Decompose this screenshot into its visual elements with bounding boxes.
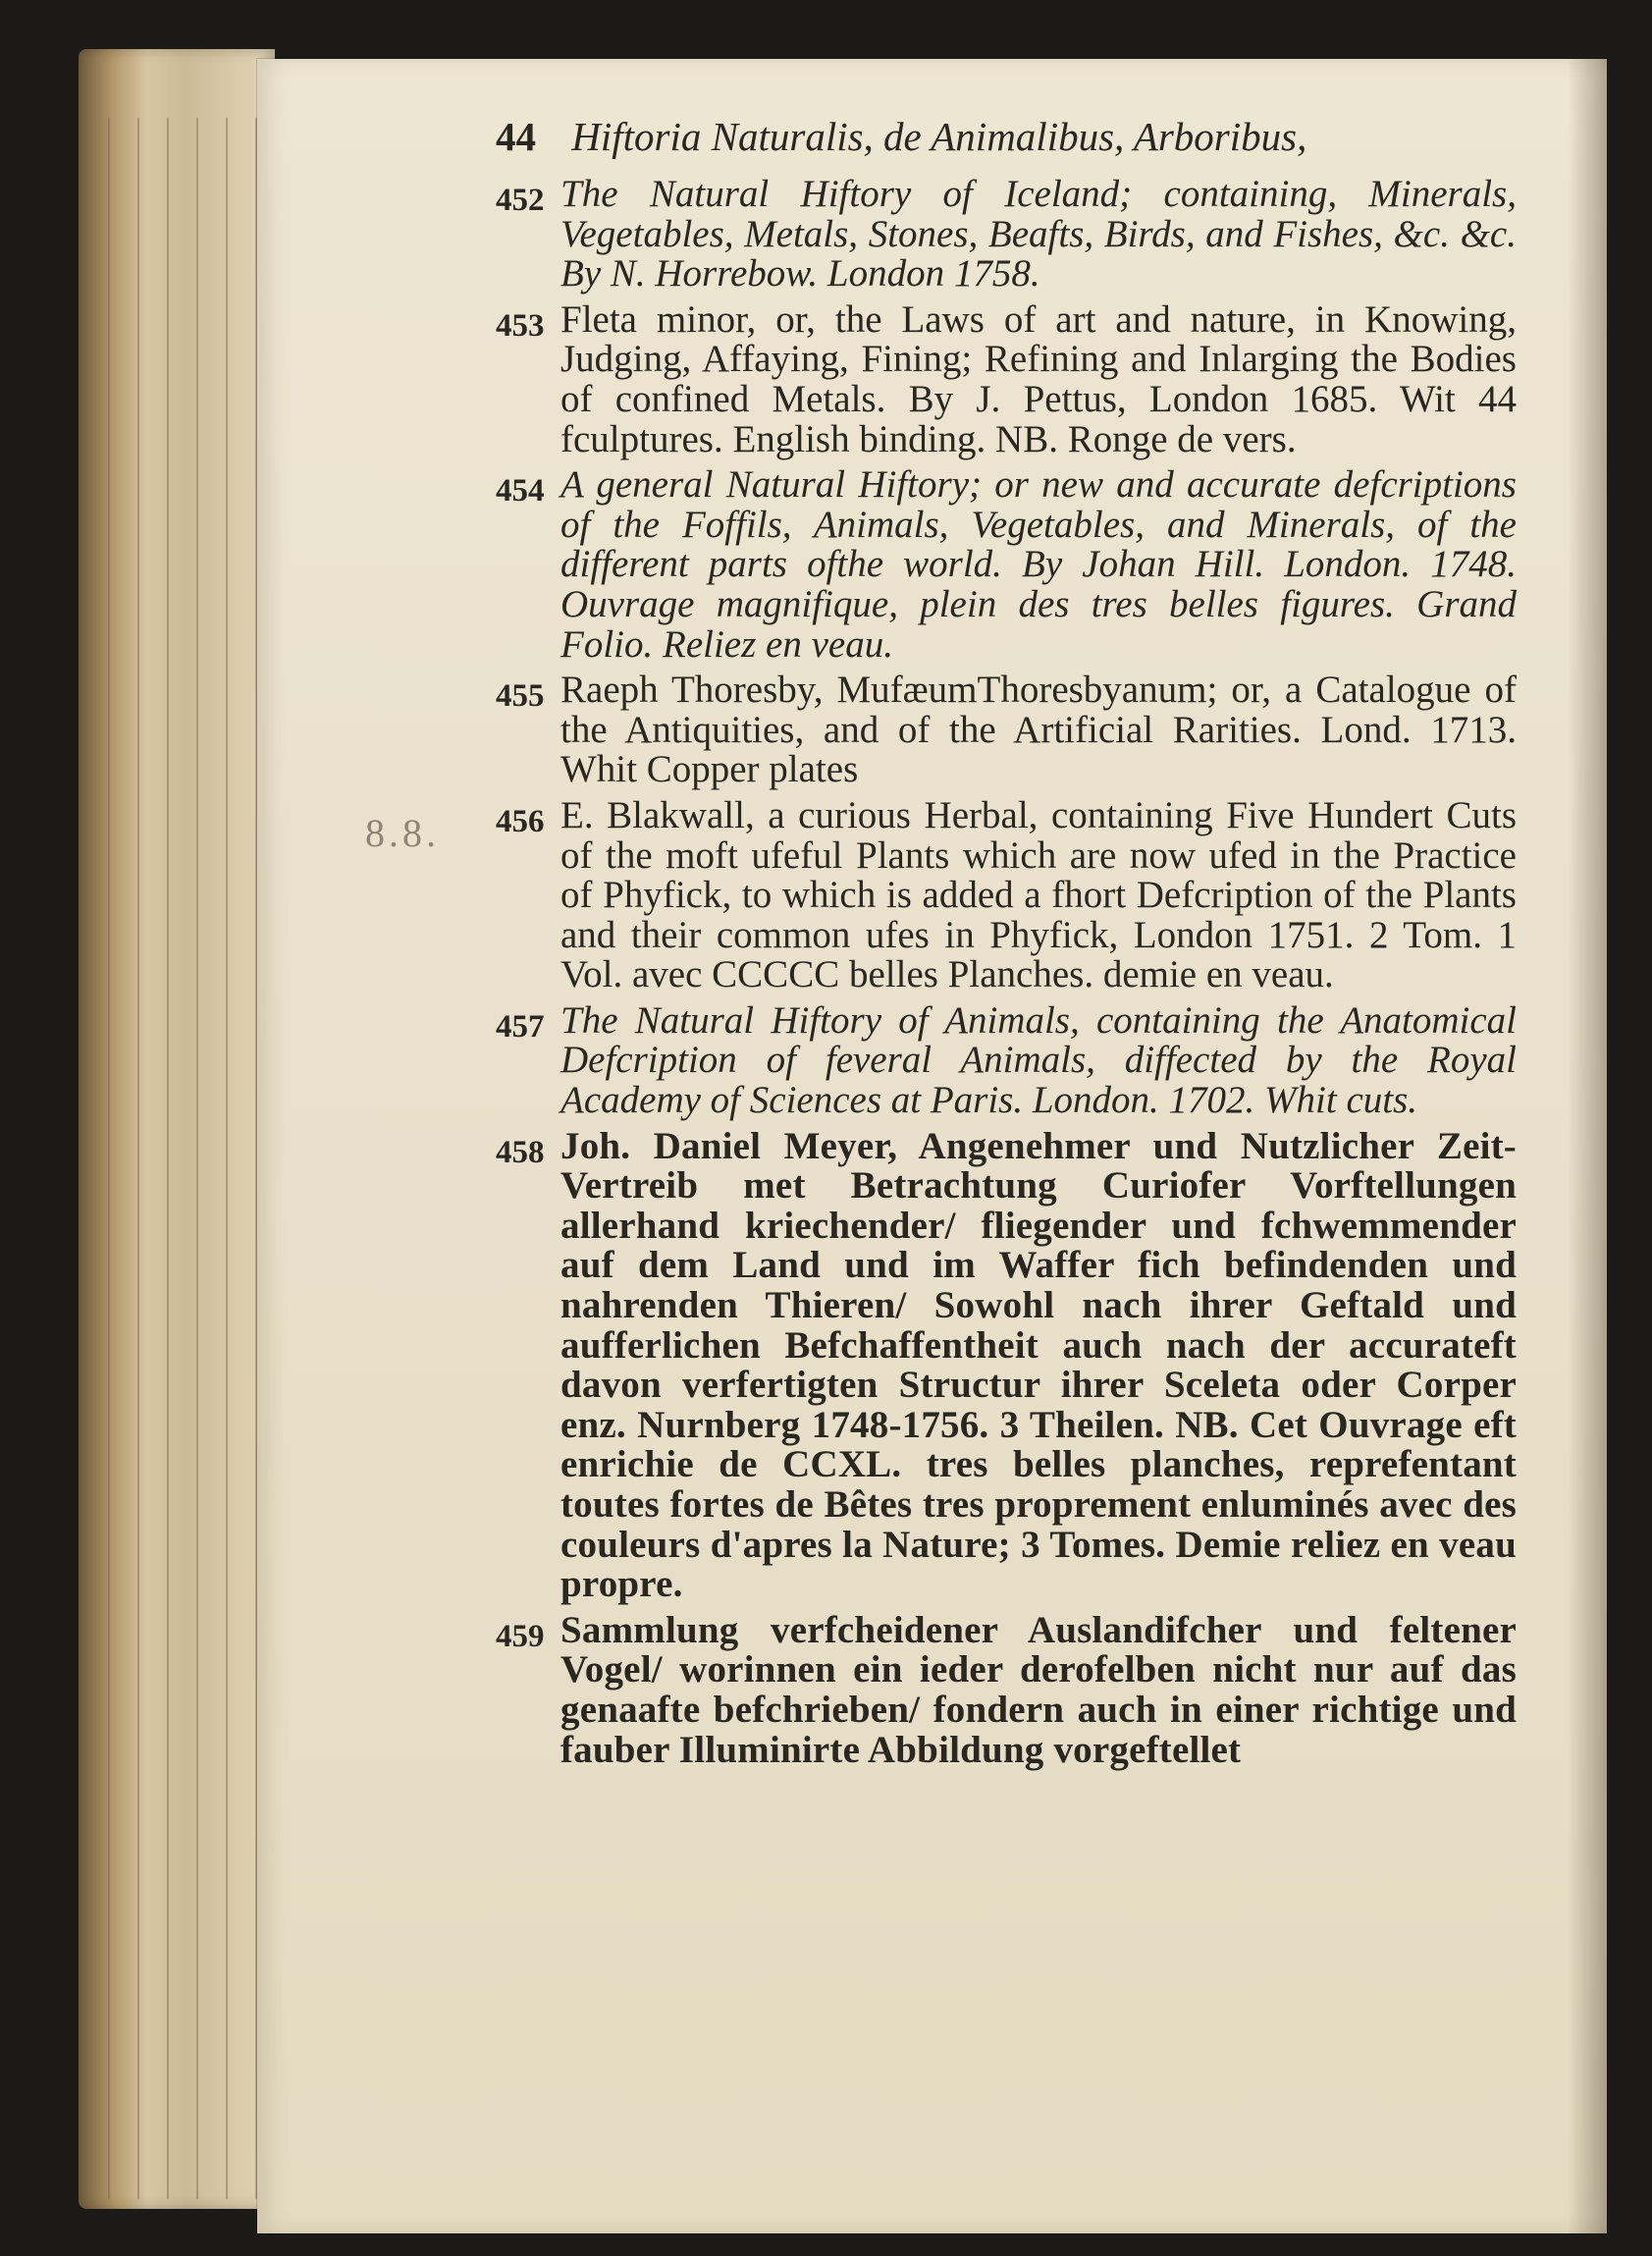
catalogue-entry	[496, 998, 1517, 1122]
entry-number: 459	[496, 1618, 545, 1654]
entry-number: 458	[496, 1134, 545, 1170]
entry-text: Sammlung verfcheidener Auslandifcher und feltener Vogel/ worinnen ein ieder derofelben nicht nur auf das genaafte befchrieben/ fondern auch in einer richtige und fauber Illuminirte Abbildung vorgeftellet	[560, 1608, 1517, 1771]
catalogue-entry	[496, 1608, 1517, 1771]
entry-text: Raeph Thoresby, MufæumThoresbyanum; or, a Catalogue of the Antiquities, and of the Artificial Rarities. Lond. 1713. Whit Copper plates	[560, 669, 1517, 791]
entry-text: A general Natural Hiftory; or new and accurate defcriptions of the Foffils, Animals, Vegetables, and Minerals, of the different parts ofthe world. By Johan Hill. London. 1748. Ouvrage magnifique, plein des tres belles figures. Grand Folio. Reliez en veau.	[560, 463, 1517, 666]
leaf-edge-line	[167, 118, 169, 2199]
entry-text: The Natural Hiftory of Animals, containing the Anatomical Defcription of feveral Animals, diffected by the Royal Academy of Sciences at Paris. London. 1702. Whit cuts.	[560, 998, 1517, 1122]
entry-text: Fleta minor, or, the Laws of art and nature, in Knowing, Judging, Affaying, Fining; Refining and Inlarging the Bodies of confined Metals. By J. Pettus, London 1685. Wit 44 fculptures. English binding. NB. Ronge de vers.	[560, 297, 1517, 460]
leaf-edge-line	[226, 118, 228, 2199]
entry-number: 455	[496, 678, 545, 715]
leaf-edge-line	[137, 118, 139, 2199]
leaf-edge-line	[196, 118, 198, 2199]
margin-note: 8.8.	[365, 811, 440, 855]
catalogue-entry	[496, 1124, 1517, 1606]
page-gutter-shadow	[1568, 59, 1607, 2233]
page-number: 44	[496, 114, 536, 159]
entry-number: 457	[496, 1008, 545, 1045]
catalogue-entry	[496, 465, 1517, 665]
catalogue-entry	[496, 175, 1517, 295]
running-head-title: Hiftoria Naturalis, de Animalibus, Arboribus,	[571, 114, 1307, 159]
entry-number: 454	[496, 473, 545, 510]
catalogue-entry	[496, 671, 1517, 790]
leaf-edge-line	[108, 118, 110, 2199]
entry-text: The Natural Hiftory of Iceland; containing, Minerals, Vegetables, Metals, Stones, Beafts, Birds, and Fishes, &c. &c. By N. Horrebow. London 1758.	[560, 173, 1517, 295]
entry-number: 452	[496, 183, 545, 218]
entry-text: Joh. Daniel Meyer, Angenehmer und Nutzlicher Zeit-Vertreib met Betrachtung Curiofer Vorftellungen allerhand kriechender/ fliegender und fchwemmender auf dem Land und im Waffer fich befindenden und nahrenden Thieren/ Sowohl nach ihrer Geftald und aufferlichen Befchaffentheit auch nach der accurateft davon verfertigten Structur ihrer Sceleta oder Corper enz. Nurnberg 1748-1756. 3 Theilen. NB. Cet Ouvrage eft enrichie de CCXL. tres belles planches, reprefentant toutes fortes de Bêtes tres proprement enluminés avec des couleurs d'apres la Nature; 3 Tomes. Demie reliez en veau propre.	[560, 1124, 1517, 1606]
catalogue-entry	[496, 793, 1517, 996]
page-block-edges	[79, 49, 275, 2209]
catalogue-entry	[496, 297, 1517, 460]
entry-number: 456	[496, 803, 545, 839]
entry-text: E. Blakwall, a curious Herbal, containing Five Hundert Cuts of the moft ufeful Plants which are now ufed in the Practice of Phyfick, to which is added a fhort Defcription of the Plants and their common ufes in Phyfick, London 1751. 2 Tom. 1 Vol. avec CCCCC belles Planches. demie en veau.	[560, 793, 1517, 996]
running-head	[496, 113, 1477, 160]
catalogue-entries	[496, 175, 1517, 1776]
entry-number: 453	[496, 307, 545, 344]
